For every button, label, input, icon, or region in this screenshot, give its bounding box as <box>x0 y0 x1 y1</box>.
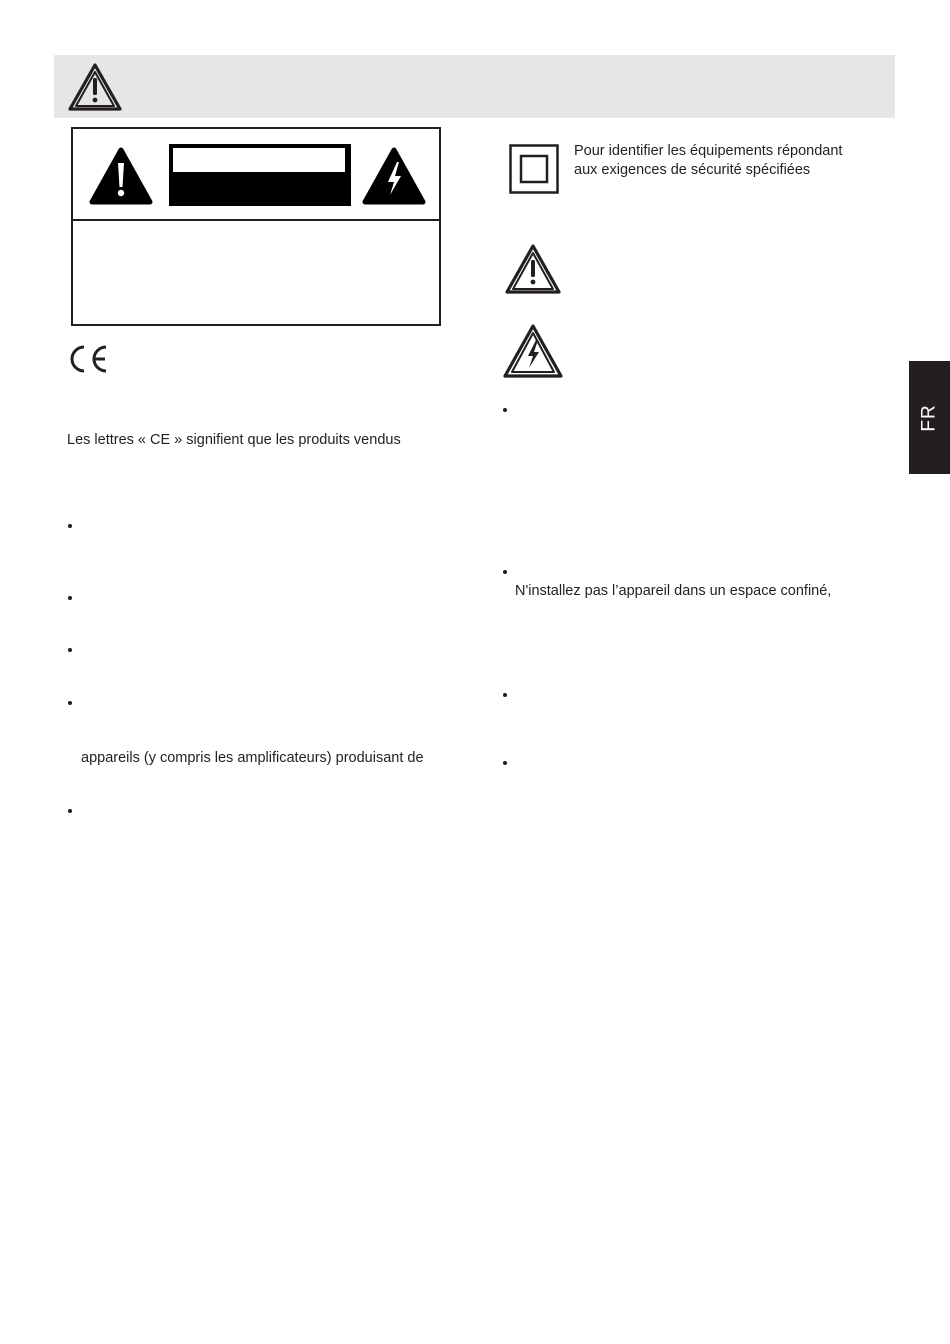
warning-triangle-outline-icon <box>503 242 563 298</box>
list-bullet <box>503 570 507 574</box>
lightning-triangle-outline-icon <box>501 322 565 382</box>
list-bullet <box>503 761 507 765</box>
confined-space-warning-text: N'installez pas l’appareil dans un espace confiné, <box>515 583 832 599</box>
language-tab-fr <box>909 361 950 474</box>
list-bullet <box>503 408 507 412</box>
list-bullet <box>68 701 72 705</box>
ce-description-text: Les lettres « CE » signifient que les produits vendus <box>67 432 401 448</box>
caution-label-box <box>71 127 441 326</box>
double-insulation-text-line1: Pour identifier les équipements répondant <box>574 143 843 159</box>
caution-label-block <box>169 144 351 206</box>
ce-mark-icon <box>67 343 111 375</box>
caution-label-title-area <box>173 148 345 172</box>
amplifier-warning-text: appareils (y compris les amplificateurs) produisant de <box>81 750 424 766</box>
list-bullet <box>68 809 72 813</box>
language-tab-label: FR <box>918 403 940 432</box>
double-insulation-text-line2: aux exigences de sécurité spécifiées <box>574 162 811 178</box>
exclamation-triangle-filled-icon <box>88 146 154 206</box>
class-ii-double-square-icon <box>509 144 559 194</box>
section-header-band <box>54 55 895 118</box>
list-bullet <box>68 648 72 652</box>
list-bullet <box>68 596 72 600</box>
list-bullet <box>68 524 72 528</box>
warning-triangle-outline-icon <box>66 61 124 114</box>
list-bullet <box>503 693 507 697</box>
lightning-triangle-filled-icon <box>361 146 427 206</box>
caution-box-divider <box>73 219 439 221</box>
